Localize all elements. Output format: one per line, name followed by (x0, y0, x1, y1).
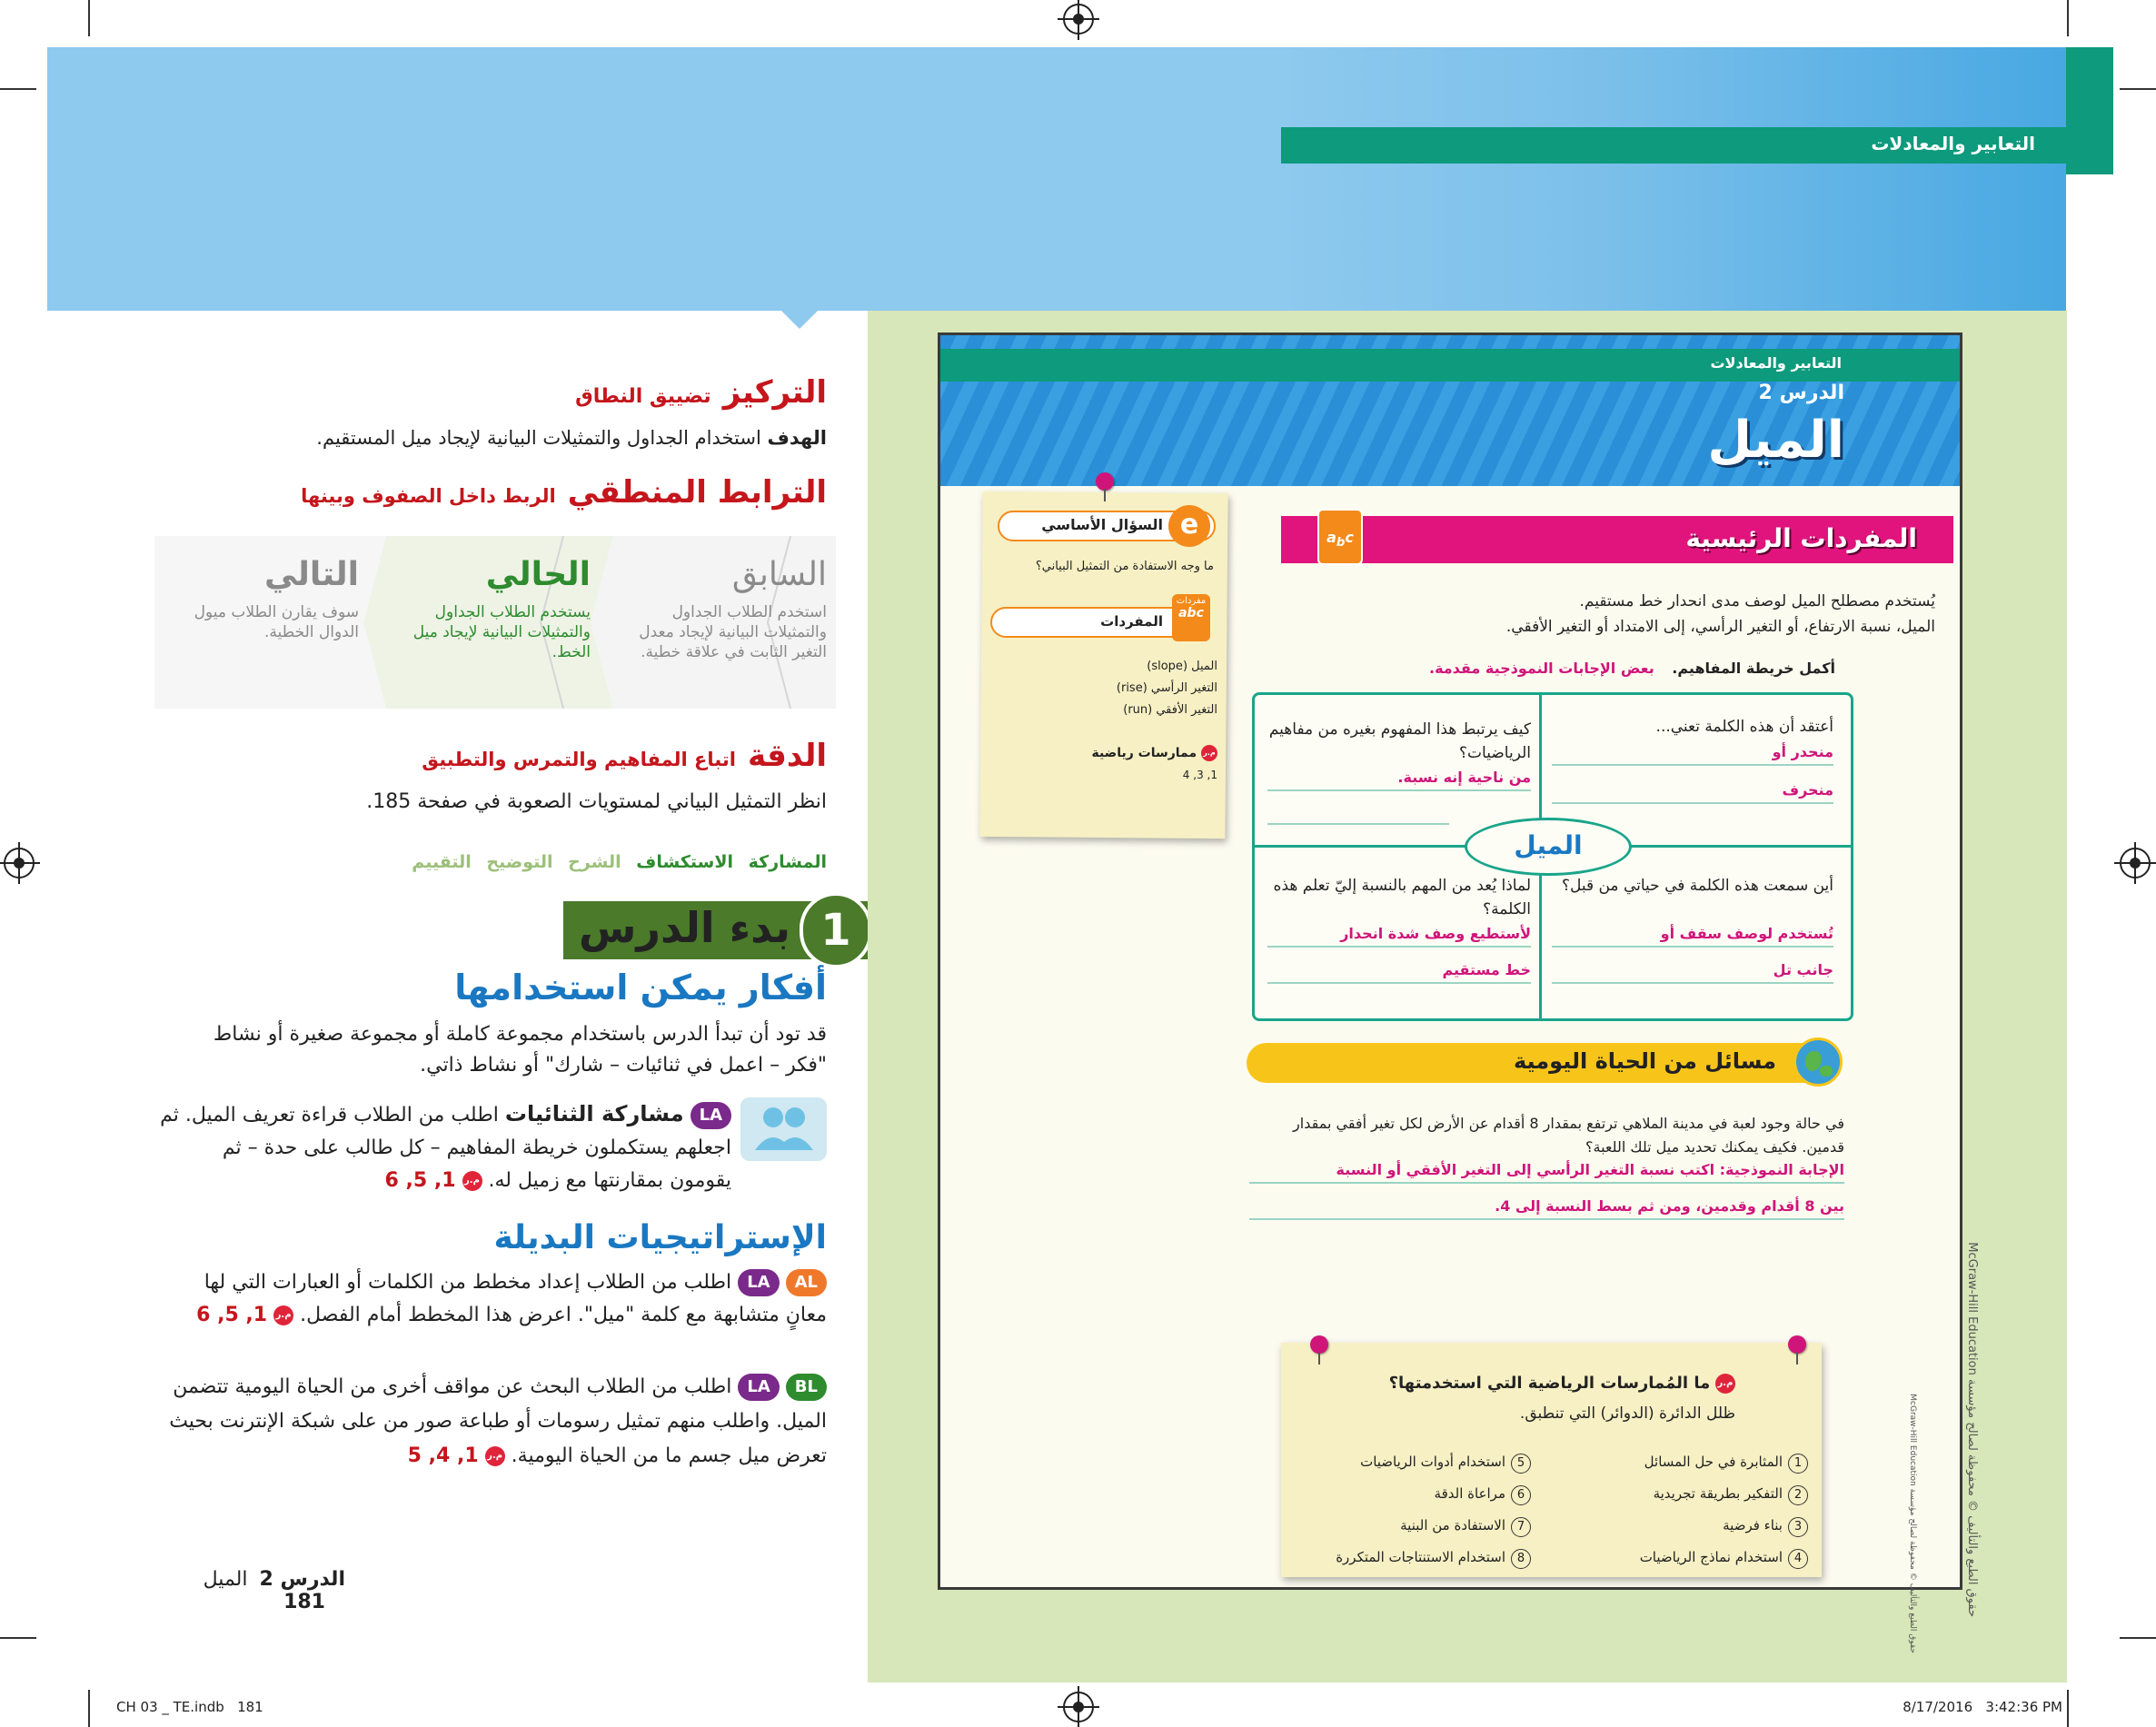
crop-mark (2067, 0, 2069, 36)
math-practices-question (1308, 1374, 1735, 1394)
prev-column (627, 556, 827, 662)
crop-mark (2067, 1690, 2069, 1727)
math-practices-question-text: ما المُمارسات الرياضية التي استخدمتها؟ (1388, 1374, 1711, 1393)
copyright-vertical: حقوق الطبع والتأليف © محفوظة لصالح مؤسسة McGraw-Hill Education (1965, 1242, 1979, 1617)
alt-title: الإستراتيجيات البديلة (493, 1219, 827, 1256)
vocab-header: المفردات الرئيسية (1685, 523, 1917, 553)
alt2-block (164, 1370, 827, 1474)
registration-mark-icon (1063, 4, 1094, 35)
la-badge: LA (738, 1374, 779, 1401)
la-badge: LA (691, 1102, 731, 1129)
essential-question-title: السؤال الأساسي (1041, 516, 1163, 533)
alt1-body: اطلب من الطلاب إعداد مخطط من الكلمات أو العبارات التي لها معانٍ متشابهة مع كلمة "ميل". اعرض هذا المخطط أمام الفصل. (204, 1271, 827, 1326)
mp-icon: م.ر (462, 1171, 482, 1191)
math-practices-col2 (1290, 1446, 1531, 1573)
mp-option-1[interactable]: 1المثابرة في حل المسائل (1545, 1446, 1808, 1478)
copyright-vertical-small: حقوق الطبع والتأليف © محفوظة لصالح مؤسسة McGraw-Hill Education (1908, 1394, 1917, 1653)
pairs-body: اطلب من الطلاب قراءة تعريف الميل. ثم اجعلهم يستكملون خريطة المفاهيم – كل طالب على حدة – ثم يقومون بمقارنتها مع زميل له. (160, 1104, 731, 1192)
rigor-text: اتباع المفاهيم والتمرس والتطبيق (422, 749, 736, 770)
rigor-body: انظر التمثيل البياني لمستويات الصعوبة في صفحة 185. (366, 790, 827, 813)
map-q3: أين سمعت هذه الكلمة في حياتي من قبل؟ (1561, 877, 1833, 895)
bl-badge: BL (786, 1374, 827, 1401)
e-icon: e (1168, 505, 1210, 547)
alt1-block (164, 1266, 827, 1332)
mp-icon: م.ر (1715, 1374, 1735, 1394)
math-practices-numbers: 1, 3, 4 (1182, 769, 1217, 781)
prev-text: استخدم الطلاب الجداول والتمثيلات البيانية لإيجاد معدل التغير الثابت في علاقة خطية. (639, 603, 827, 661)
map-a3-line1: تُستخدم لوصف سقف أو (1552, 925, 1833, 948)
print-date-slug: 8/17/2016 3:42:36 PM (1903, 1699, 2062, 1715)
launch-title: بدء الدرس (579, 903, 790, 952)
banner-tab (2066, 47, 2113, 174)
next-text: سوف يقارن الطلاب ميول الدوال الخطية. (194, 603, 359, 641)
map-q2: كيف يرتبط هذا المفهوم بغيره من مفاهيم الرياضيات؟ (1268, 720, 1531, 762)
alt1-mp: 1, 5, 6 (196, 1304, 268, 1326)
answer-line (1267, 823, 1449, 825)
launch-number: 1 (800, 892, 872, 968)
banner-notch (780, 309, 820, 329)
vocab-item: التغير الرأسي (rise) (1116, 681, 1217, 695)
phase-tabs (345, 852, 827, 872)
page-chapter-label: التعابير والمعادلات (1710, 354, 1842, 372)
footer-page-number: 181 (283, 1591, 325, 1613)
pushpin-icon (1310, 1335, 1328, 1354)
mp-option-7[interactable]: 7الاستفادة من البنية (1290, 1510, 1531, 1542)
map-a1-line1: منحدر أو (1552, 743, 1833, 766)
vocab-sticky-title: المفردات (1100, 613, 1163, 630)
mp-icon: م.ر (485, 1446, 505, 1466)
pairs-mp: 1, 5, 6 (384, 1169, 456, 1192)
vocab-abc-icon: $a_bc$ (1317, 509, 1363, 565)
focus-label: التركيز (722, 374, 827, 411)
pairs-title: مشاركة الثنائيات (504, 1101, 684, 1127)
page-lesson-label: الدرس 2 (1758, 382, 1844, 404)
globe-icon (1793, 1037, 1843, 1087)
crop-mark (0, 88, 36, 90)
goal-label: الهدف (767, 427, 827, 449)
pairs-people-icon (740, 1097, 827, 1161)
mp-option-2[interactable]: 2التفكير بطريقة تجريدية (1545, 1478, 1808, 1510)
focus-heading (191, 374, 827, 411)
vocab-definition: الميل، نسبة الارتفاع، أو التغير الرأسي، إلى الامتداد أو التغير الأفقي. (1505, 618, 1935, 636)
vocab-list (1045, 656, 1217, 721)
mp-icon: م.ر (1201, 745, 1217, 761)
concept-map-center: الميل (1465, 818, 1632, 876)
pushpin-icon (1788, 1335, 1806, 1354)
crop-mark (2120, 1637, 2156, 1639)
print-file-slug: CH 03 _ TE.indb 181 (116, 1699, 263, 1715)
ideas-title: أفكار يمكن استخدامها (454, 968, 827, 1007)
registration-mark-icon (2120, 848, 2151, 878)
pairs-block (154, 1097, 731, 1197)
top-banner-gradient (1281, 47, 2066, 311)
mp-icon: م.ر (273, 1305, 293, 1325)
footer-topic: الميل (203, 1568, 248, 1591)
now-text: يستخدم الطلاب الجداول والتمثيلات البيانية لإيجاد ميل الخط. (412, 603, 591, 661)
phase-elaborate: التوضيح (486, 852, 553, 872)
coherence-label: الترابط المنطقي (567, 474, 827, 511)
now-column (391, 556, 591, 662)
coherence-heading (191, 474, 827, 511)
vocab-tag: مفردات (1176, 596, 1207, 606)
crop-mark (88, 0, 90, 36)
student-page-chapter-strip (940, 349, 1960, 382)
map-a1-line2: منحرف (1552, 781, 1833, 804)
mp-option-5[interactable]: 5استخدام أدوات الرياضيات (1290, 1446, 1531, 1478)
registration-mark-icon (1063, 1692, 1094, 1722)
phase-explain: الشرح (568, 852, 621, 872)
banner-chapter-strip (1281, 127, 2066, 164)
next-title: التالي (263, 556, 359, 593)
math-practices-title: ممارسات رياضية (1091, 746, 1197, 760)
phase-explore: الاستكشاف (636, 852, 733, 872)
goal-line (136, 427, 827, 449)
map-instruction-line (1308, 660, 1835, 677)
la-badge: LA (738, 1269, 779, 1296)
phase-engage: المشاركة (748, 852, 827, 872)
al-badge: AL (786, 1269, 827, 1296)
map-q1: أعتقد أن هذه الكلمة تعني... (1655, 718, 1833, 736)
mp-option-8[interactable]: 8استخدام الاستنتاجات المتكررة (1290, 1542, 1531, 1573)
ideas-body: قد تود أن تبدأ الدرس باستخدام مجموعة كاملة أو مجموعة صغيرة أو نشاط "فكر – اعمل في ثنائيات – شارك" أو نشاط ذاتي. (213, 1023, 827, 1077)
map-a4-line2: خط مستقيم (1267, 961, 1531, 984)
prev-title: السابق (731, 556, 827, 593)
map-a2: من ناحية إنه نسبة. (1267, 769, 1531, 791)
mp-option-6[interactable]: 6مراعاة الدقة (1290, 1478, 1531, 1510)
vocab-item: التغير الأفقي (run) (1123, 703, 1217, 717)
page-footer (154, 1568, 345, 1613)
math-practices-mini (1045, 745, 1217, 761)
vocab-tag-icon: مفردات abc (1172, 594, 1210, 641)
registration-mark-icon (4, 848, 35, 878)
coherence-text: الربط داخل الصفوف وبينها (301, 485, 556, 507)
banner-chapter-label: التعابير والمعادلات (1871, 133, 2035, 154)
map-a4-line1: لأستطيع وصف شدة انحدار (1267, 925, 1531, 948)
vocab-item: الميل (slope) (1147, 660, 1217, 673)
essential-question-body: ما وجه الاستفادة من التمثيل البياني؟ (1035, 560, 1214, 573)
pushpin-icon (1096, 472, 1114, 491)
alt2-body: اطلب من الطلاب البحث عن مواقف أخرى من الحياة اليومية تتضمن الميل. واطلب منهم تمثيل رسومات أو طباعة صور من على شبكة الإنترنت بحيث تعرض ميل جسم ما من الحياة اليومية. (169, 1375, 827, 1467)
next-column (159, 556, 359, 642)
map-note: بعض الإجابات النموذجية مقدمة. (1428, 660, 1654, 677)
crop-mark (0, 1637, 36, 1639)
map-q4: لماذا يُعد من المهم بالنسبة إليّ تعلم هذه الكلمة؟ (1273, 877, 1531, 918)
crop-mark (88, 1690, 90, 1727)
real-world-title: مسائل من الحياة اليومية (1513, 1048, 1776, 1074)
footer-lesson: الدرس 2 (259, 1568, 345, 1591)
crop-mark (2120, 88, 2156, 90)
focus-text: تضييق النطاق (575, 385, 711, 408)
real-world-answer2: بين 8 أقدام وقدمين، ومن ثم بسط النسبة إلى 4. (1249, 1197, 1844, 1220)
mp-option-4[interactable]: 4استخدام نماذج الرياضيات (1545, 1542, 1808, 1573)
math-practices-sub: ظلل الدائرة (الدوائر) التي تنطبق. (1519, 1404, 1735, 1423)
mp-option-3[interactable]: 3بناء فرضية (1545, 1510, 1808, 1542)
now-title: الحالي (485, 556, 591, 593)
goal-text: استخدام الجداول والتمثيلات البيانية لإيجاد ميل المستقيم. (316, 427, 761, 449)
phase-evaluate: التقييم (412, 852, 472, 872)
real-world-body: في حالة وجود لعبة في مدينة الملاهي ترتفع بمقدار 8 أقدام عن الأرض لكل تغير أفقي بمقدار قدمين. فكيف يمكنك تحديد ميل تلك اللعبة؟ (1293, 1115, 1844, 1156)
map-instruction: أكمل خريطة المفاهيم. (1672, 660, 1835, 677)
rigor-heading (191, 738, 827, 774)
rigor-label: الدقة (748, 738, 827, 774)
map-a3-line2: جانب تل (1552, 961, 1833, 984)
math-practices-col1 (1545, 1446, 1808, 1573)
page-title: الميل (1707, 411, 1844, 470)
real-world-answer1: الإجابة النموذجية: اكتب نسبة التغير الرأسي إلى التغير الأفقي أو النسبة (1249, 1161, 1844, 1184)
alt2-mp: 1, 4, 5 (407, 1444, 479, 1467)
vocab-intro: يُستخدم مصطلح الميل لوصف مدى انحدار خط مستقيم. (1579, 592, 1935, 610)
